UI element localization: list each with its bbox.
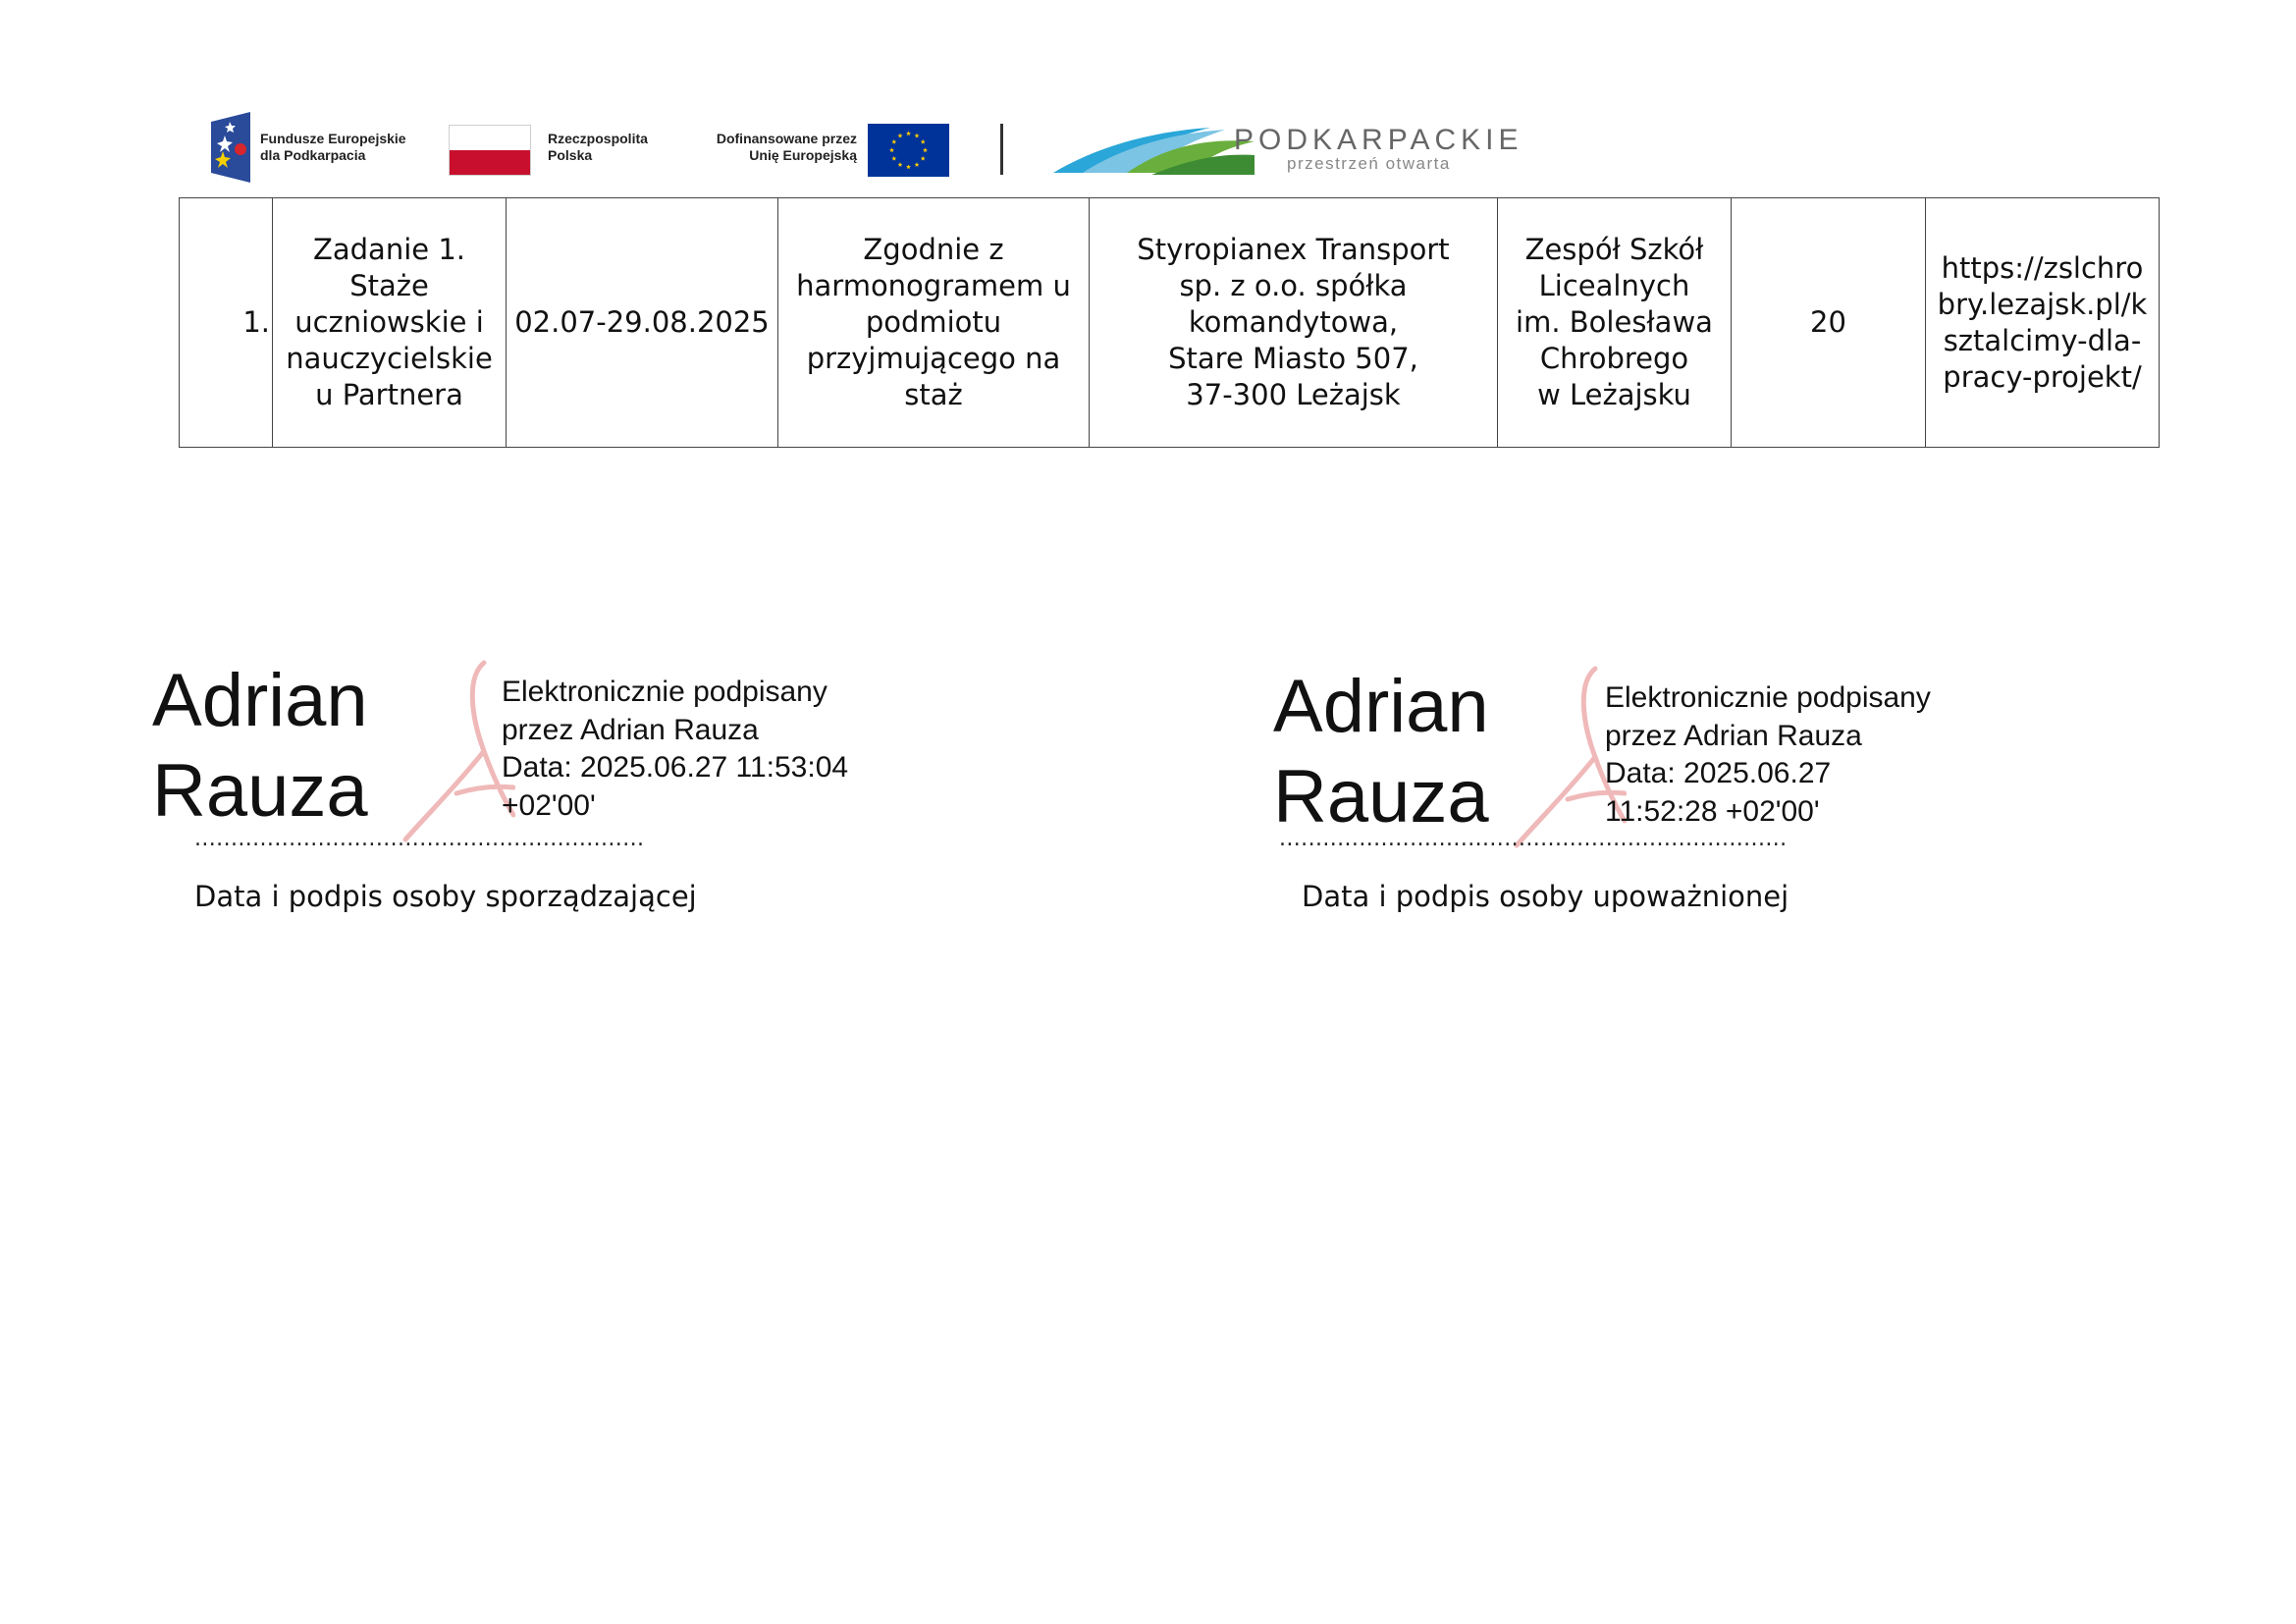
company-cell: Styropianex Transport sp. z o.o. spółka komandytowa, Stare Miasto 507, 37-300 Leżajsk xyxy=(1090,198,1498,448)
left-signature-caption: Data i podpis osoby sporządzającej xyxy=(194,880,697,913)
school-cell: Zespół Szkół Licealnych im. Bolesława Chrobrego w Leżajsku xyxy=(1498,198,1732,448)
count-cell: 20 xyxy=(1732,198,1926,448)
left-signature-line: .............................................................. xyxy=(194,827,645,851)
eu-flag-icon xyxy=(868,124,949,177)
podkarpackie-swoosh-icon xyxy=(1053,120,1255,177)
fe-logo-text: Fundusze Europejskie dla Podkarpacia xyxy=(260,131,406,163)
right-signature-name: Adrian Rauza xyxy=(1273,665,1489,839)
logo-divider xyxy=(1000,124,1003,175)
schedule-cell: Zgodnie z harmonogramem u podmiotu przyjmującego na staż xyxy=(778,198,1090,448)
right-signature-caption: Data i podpis osoby upoważnionej xyxy=(1302,880,1789,913)
right-signature-line: ...................................................................... xyxy=(1279,827,1788,851)
acrobat-signature-icon xyxy=(398,658,515,844)
polish-flag-icon xyxy=(449,125,531,176)
podkarpackie-tagline: przestrzeń otwarta xyxy=(1287,154,1451,173)
url-cell[interactable]: https://zslchro bry.lezajsk.pl/k sztalcimy-dla- pracy-projekt/ xyxy=(1926,198,2160,448)
table-row xyxy=(180,198,2160,448)
dates-cell: 02.07-29.08.2025 xyxy=(507,198,778,448)
left-signature-info: Elektronicznie podpisany przez Adrian Rauza Data: 2025.06.27 11:53:04 +02'00' xyxy=(502,676,849,822)
projects-table xyxy=(179,197,2160,448)
task-cell: Zadanie 1. Staże uczniowskie i nauczycielskie u Partnera xyxy=(273,198,507,448)
fundusze-europejskie-logo-icon xyxy=(211,112,250,183)
podkarpackie-name: PODKARPACKIE xyxy=(1234,124,1523,156)
eu-funding-text: Dofinansowane przez Unię Europejską xyxy=(716,131,857,163)
right-signature-info: Elektronicznie podpisany przez Adrian Rauza Data: 2025.06.27 11:52:28 +02'00' xyxy=(1605,681,1931,828)
row-number-cell: 1. xyxy=(180,198,273,448)
rp-logo-text: Rzeczpospolita Polska xyxy=(548,131,648,163)
left-signature-name: Adrian Rauza xyxy=(152,659,368,833)
